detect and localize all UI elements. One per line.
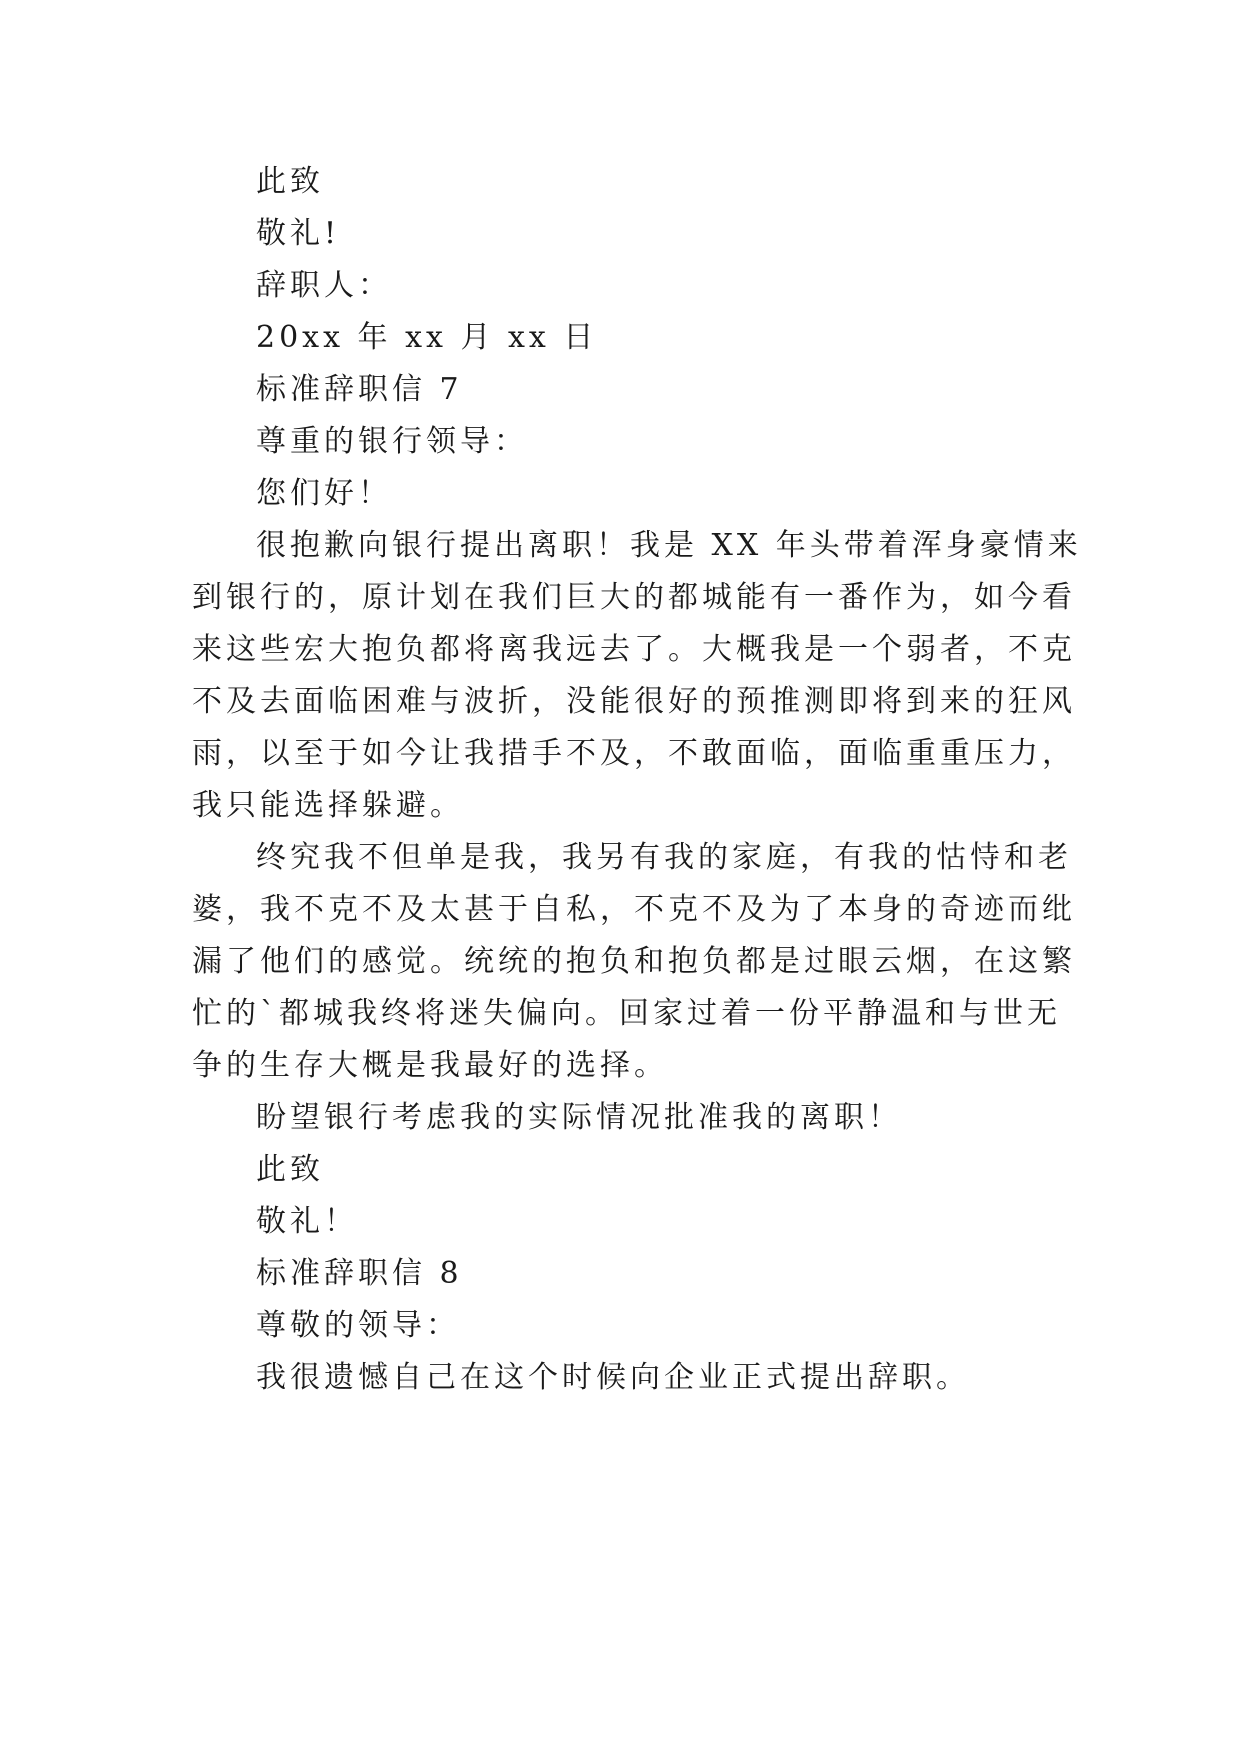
letter-body bbox=[192, 156, 1082, 1404]
signature-label: 辞职人： bbox=[256, 268, 392, 303]
greeting: 您们好！ bbox=[256, 476, 392, 511]
date-line: 20xx 年 xx 月 xx 日 bbox=[256, 320, 598, 355]
request-line: 盼望银行考虑我的实际情况批准我的离职！ bbox=[256, 1100, 902, 1135]
closing-ci-zhi: 此致 bbox=[256, 1152, 324, 1187]
paragraph-line: 终究我不但单是我，我另有我的家庭，有我的怙恃和老 bbox=[256, 840, 1072, 875]
paragraph-line: 婆，我不克不及太甚于自私，不克不及为了本身的奇迹而纰 bbox=[192, 892, 1076, 927]
closing-jing-li: 敬礼！ bbox=[256, 1204, 358, 1239]
opening-sentence: 我很遗憾自己在这个时候向企业正式提出辞职。 bbox=[256, 1360, 970, 1395]
paragraph-line: 忙的`都城我终将迷失偏向。回家过着一份平静温和与世无 bbox=[192, 996, 1061, 1031]
paragraph-resignation-reason bbox=[192, 520, 1082, 832]
salutation-leader: 尊敬的领导： bbox=[256, 1308, 460, 1343]
letter-heading-7: 标准辞职信 7 bbox=[256, 372, 463, 407]
paragraph-family bbox=[192, 832, 1076, 1092]
paragraph-line: 很抱歉向银行提出离职！我是 XX 年头带着浑身豪情来 bbox=[256, 528, 1082, 563]
paragraph-line: 来这些宏大抱负都将离我远去了。大概我是一个弱者，不克 bbox=[192, 632, 1076, 667]
paragraph-line: 到银行的，原计划在我们巨大的都城能有一番作为，如今看 bbox=[192, 580, 1076, 615]
paragraph-line: 争的生存大概是我最好的选择。 bbox=[192, 1048, 668, 1083]
paragraph-line: 不及去面临困难与波折，没能很好的预推测即将到来的狂风 bbox=[192, 684, 1076, 719]
paragraph-line: 雨，以至于如今让我措手不及，不敢面临，面临重重压力， bbox=[192, 736, 1076, 771]
paragraph-line: 漏了他们的感觉。统统的抱负和抱负都是过眼云烟，在这繁 bbox=[192, 944, 1076, 979]
closing-jing-li: 敬礼! bbox=[256, 216, 341, 251]
letter-heading-8: 标准辞职信 8 bbox=[256, 1256, 463, 1291]
salutation-bank: 尊重的银行领导： bbox=[256, 424, 528, 459]
paragraph-line: 我只能选择躲避。 bbox=[192, 788, 464, 823]
closing-ci-zhi: 此致 bbox=[256, 164, 324, 199]
